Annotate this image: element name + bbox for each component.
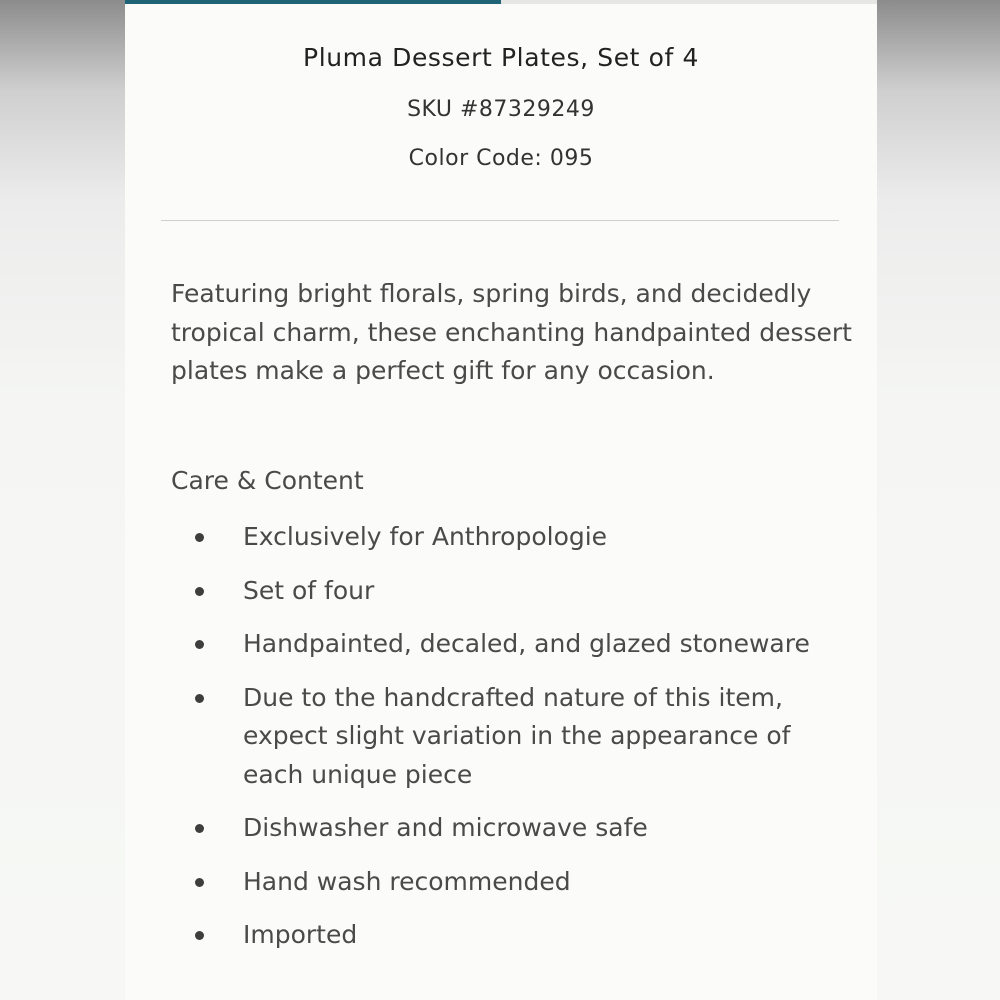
care-content-heading: Care & Content xyxy=(171,466,364,495)
progress-bar xyxy=(125,0,877,4)
list-item-text: Dishwasher and microwave safe xyxy=(243,813,648,842)
divider xyxy=(161,220,839,221)
product-color-code: Color Code: 095 xyxy=(408,146,594,171)
list-item xyxy=(125,518,877,557)
list-item-text: Due to the handcrafted nature of this item, expect slight variation in the appearance of each unique piece xyxy=(243,682,791,789)
bullet-icon xyxy=(195,931,204,940)
list-item xyxy=(125,625,877,664)
bullet-icon xyxy=(195,587,204,596)
list-item xyxy=(125,809,877,848)
bullet-icon xyxy=(195,533,204,542)
product-sku: SKU #87329249 xyxy=(407,97,595,122)
list-item xyxy=(125,916,877,955)
progress-bar-fill xyxy=(125,0,501,4)
bullet-icon xyxy=(195,878,204,887)
product-details-panel xyxy=(125,0,877,1000)
list-item xyxy=(125,572,877,611)
list-item-text: Imported xyxy=(243,920,358,949)
list-item-text: Hand wash recommended xyxy=(243,866,571,896)
care-content-list xyxy=(125,518,877,970)
list-item xyxy=(125,679,877,795)
list-item xyxy=(125,863,877,902)
list-item-text: Set of four xyxy=(243,575,375,605)
list-item-text: Exclusively for Anthropologie xyxy=(243,522,608,551)
bullet-icon xyxy=(195,640,204,649)
list-item-text: Handpainted, decaled, and glazed stoneware xyxy=(243,629,810,658)
product-description: Featuring bright florals, spring birds, and decidedly tropical charm, these enchanting handpainted dessert plates make a perfect gift for any occasion. xyxy=(171,279,852,385)
bullet-icon xyxy=(195,824,204,833)
product-title: Pluma Dessert Plates, Set of 4 xyxy=(303,43,699,72)
bullet-icon xyxy=(195,694,204,703)
